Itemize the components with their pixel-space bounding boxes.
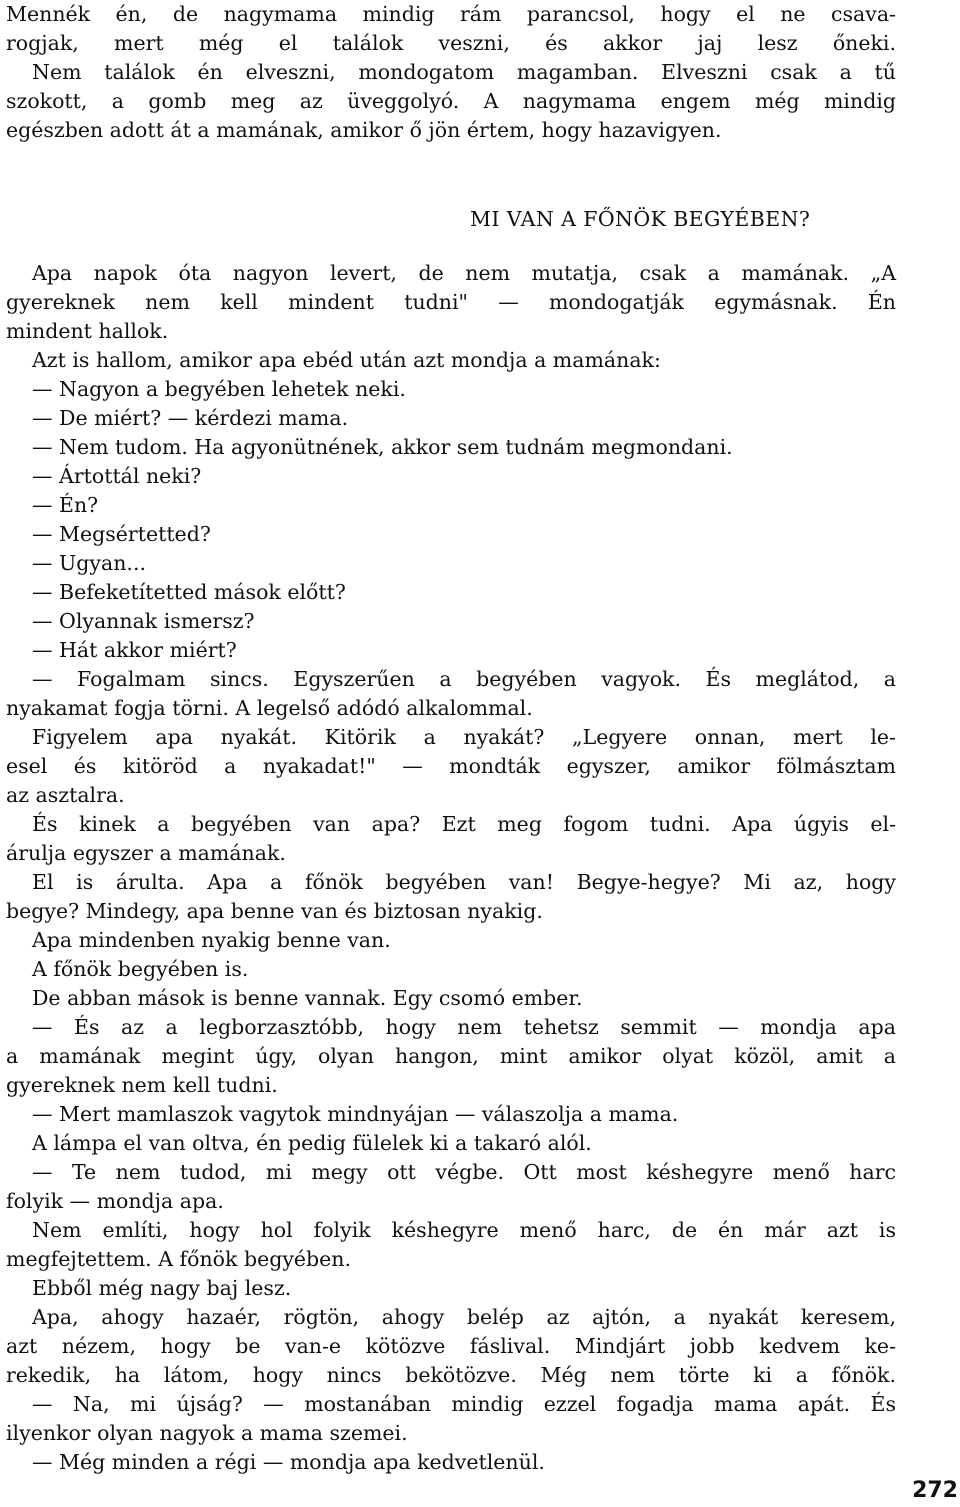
text-line: Azt is hallom, amikor apa ebéd után azt mondja a mamának: [32, 348, 661, 372]
text-line: — Te nem tudod, mi megy ott végbe. Ott most késhegyre menő harc [32, 1160, 896, 1184]
text-line: ilyenkor olyan nagyok a mama szemei. [6, 1421, 408, 1445]
text-line: árulja egyszer a mamának. [6, 841, 286, 865]
text-line: rekedik, ha látom, hogy nincs bekötözve. Még nem törte ki a főnök. [6, 1363, 896, 1387]
text-line: Ebből még nagy baj lesz. [32, 1276, 292, 1300]
text-line: — Hát akkor miért? [32, 638, 237, 662]
text-line: — Én? [32, 493, 99, 517]
text-line: folyik — mondja apa. [6, 1189, 224, 1213]
text-block-top [6, 0, 896, 145]
text-line: szokott, a gomb meg az üveggolyó. A nagymama engem még mindig [6, 89, 896, 113]
text-line: rogjak, mert még el találok veszni, és akkor jaj lesz őneki. [6, 31, 896, 55]
text-line: megfejtettem. A főnök begyében. [6, 1247, 352, 1271]
text-line: — Mert mamlaszok vagytok mindnyájan — válaszolja a mama. [32, 1102, 679, 1126]
text-line: De abban mások is benne vannak. Egy csomó ember. [32, 986, 583, 1010]
text-line: esel és kitöröd a nyakadat!" — mondták egyszer, amikor fölmásztam [6, 754, 896, 778]
text-line: egészben adott át a mamának, amikor ő jön értem, hogy hazavigyen. [6, 118, 722, 142]
text-line: mindent hallok. [6, 319, 169, 343]
text-line: begye? Mindegy, apa benne van és biztosan nyakig. [6, 899, 543, 923]
text-line: A főnök begyében is. [32, 957, 249, 981]
text-line: nyakamat fogja törni. A legelső adódó alkalommal. [6, 696, 533, 720]
text-line: Apa napok óta nagyon levert, de nem mutatja, csak a mamának. „A [32, 261, 896, 285]
text-line: — Ártottál neki? [32, 464, 202, 488]
text-line: Nem említi, hogy hol folyik késhegyre menő harc, de én már azt is [32, 1218, 896, 1242]
text-line: gyereknek nem kell mindent tudni" — mondogatják egymásnak. Én [6, 290, 896, 314]
text-line: — És az a legborzasztóbb, hogy nem tehetsz semmit — mondja apa [32, 1015, 896, 1039]
text-line: Apa, ahogy hazaér, rögtön, ahogy belép az ajtón, a nyakát keresem, [32, 1305, 896, 1329]
text-line: A lámpa el van oltva, én pedig fülelek ki a takaró alól. [32, 1131, 592, 1155]
text-line: — Befeketítetted mások előtt? [32, 580, 346, 604]
text-line: Apa mindenben nyakig benne van. [32, 928, 391, 952]
text-line: — Nem tudom. Ha agyonütnének, akkor sem tudnám megmondani. [32, 435, 733, 459]
text-line: a mamának megint úgy, olyan hangon, mint amikor olyat közöl, amit a [6, 1044, 896, 1068]
page-number: 272 [912, 1478, 958, 1503]
text-block-main [6, 259, 896, 1477]
text-line: És kinek a begyében van apa? Ezt meg fogom tudni. Apa úgyis el- [32, 812, 896, 836]
text-line: az asztalra. [6, 783, 125, 807]
text-line: — Olyannak ismersz? [32, 609, 255, 633]
text-line: — Na, mi újság? — mostanában mindig ezzel fogadja mama apát. És [32, 1392, 896, 1416]
text-line: gyereknek nem kell tudni. [6, 1073, 278, 1097]
text-line: Nem találok én elveszni, mondogatom magamban. Elveszni csak a tű [32, 60, 896, 84]
text-line: El is árulta. Apa a főnök begyében van! Begye-hegye? Mi az, hogy [32, 870, 896, 894]
text-line: — Nagyon a begyében lehetek neki. [32, 377, 406, 401]
text-line: — Fogalmam sincs. Egyszerűen a begyében vagyok. És meglátod, a [32, 667, 896, 691]
text-line: — Még minden a régi — mondja apa kedvetlenül. [32, 1450, 545, 1474]
text-line: — De miért? — kérdezi mama. [32, 406, 349, 430]
text-line: — Ugyan... [32, 551, 146, 575]
section-heading: MI VAN A FŐNÖK BEGYÉBEN? [470, 207, 811, 231]
text-line: — Megsértetted? [32, 522, 211, 546]
text-line: Mennék én, de nagymama mindig rám parancsol, hogy el ne csava- [6, 2, 896, 26]
text-line: Figyelem apa nyakát. Kitörik a nyakát? „Legyere onnan, mert le- [32, 725, 896, 749]
text-line: azt nézem, hogy be van-e kötözve fáslival. Mindjárt jobb kedvem ke- [6, 1334, 896, 1358]
